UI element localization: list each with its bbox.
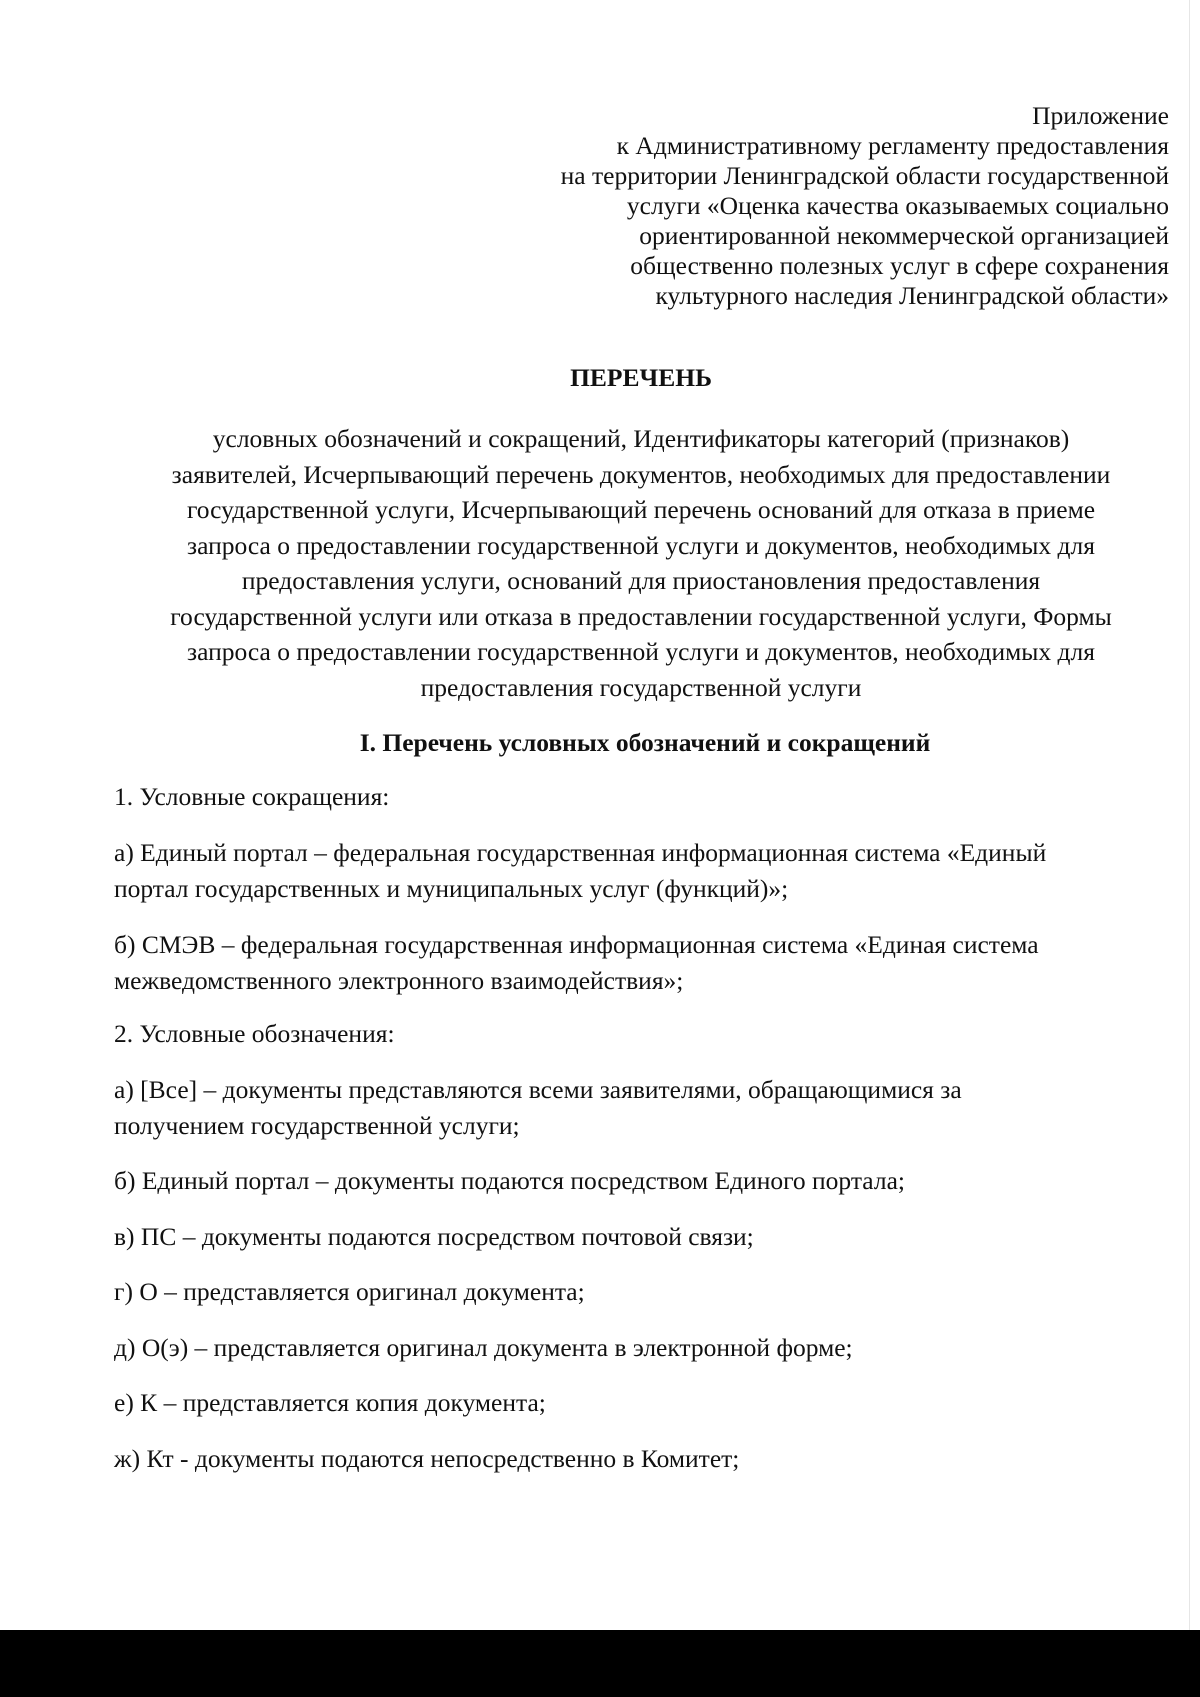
subtitle-line: предоставления государственной услуги bbox=[420, 672, 862, 702]
paragraph-line: е) К – представляется копия документа; bbox=[114, 1388, 546, 1417]
paragraph-line: г) О – представляется оригинал документа; bbox=[114, 1277, 585, 1306]
paragraph-line: ж) Кт - документы подаются непосредственно в Комитет; bbox=[114, 1444, 740, 1473]
notation-item bbox=[114, 1072, 1174, 1144]
paragraph-line: получением государственной услуги; bbox=[114, 1111, 520, 1140]
paragraph-line: 1. Условные сокращения: bbox=[114, 782, 390, 811]
subtitle-line: государственной услуги, Исчерпывающий перечень оснований для отказа в приеме bbox=[186, 495, 1096, 524]
scan-edge bbox=[1189, 0, 1200, 1630]
document-subtitle bbox=[104, 421, 1178, 705]
paragraph-line: б) Единый портал – документы подаются посредством Единого портала; bbox=[114, 1166, 905, 1195]
notation-item bbox=[114, 1219, 1174, 1255]
paragraph-line: портал государственных и муниципальных услуг (функций)»; bbox=[114, 874, 789, 903]
notation-item bbox=[114, 1274, 1174, 1310]
notation-item bbox=[114, 1441, 1174, 1477]
subtitle-line: предоставления услуги, оснований для приостановления предоставления bbox=[241, 566, 1041, 595]
notation-item bbox=[114, 1330, 1174, 1366]
abbreviations-heading bbox=[114, 779, 1174, 815]
section-heading: I. Перечень условных обозначений и сокращений bbox=[359, 728, 931, 757]
subtitle-line: государственной услуги или отказа в предоставлении государственной услуги, Формы bbox=[170, 601, 1112, 631]
subtitle-line: заявителей, Исчерпывающий перечень документов, необходимых для предоставлении bbox=[171, 459, 1111, 489]
appendix-line: Приложение bbox=[1032, 101, 1169, 130]
appendix-line: ориентированной некоммерческой организацией bbox=[639, 221, 1169, 250]
appendix-header bbox=[561, 101, 1169, 311]
document-title: ПЕРЕЧЕНЬ bbox=[570, 363, 712, 392]
paragraph-line: д) О(э) – представляется оригинал документа в электронной форме; bbox=[114, 1333, 853, 1362]
paragraph-line: 2. Условные обозначения: bbox=[114, 1019, 395, 1048]
scan-border bbox=[0, 1630, 1200, 1697]
subtitle-line: запроса о предоставлении государственной услуги и документов, необходимых для bbox=[187, 530, 1095, 560]
subtitle-line: запроса о предоставлении государственной услуги и документов, необходимых для bbox=[187, 637, 1095, 666]
notations-heading bbox=[114, 1016, 1174, 1052]
appendix-line: культурного наследия Ленинградской области» bbox=[655, 281, 1169, 310]
paragraph-line: межведомственного электронного взаимодействия»; bbox=[114, 966, 684, 995]
abbreviation-item bbox=[114, 927, 1174, 999]
paragraph-line: в) ПС – документы подаются посредством почтовой связи; bbox=[114, 1222, 754, 1251]
appendix-line: общественно полезных услуг в сфере сохранения bbox=[630, 251, 1169, 280]
appendix-line: услуги «Оценка качества оказываемых социально bbox=[626, 191, 1169, 220]
abbreviation-item bbox=[114, 835, 1174, 907]
paragraph-line: а) Единый портал – федеральная государственная информационная система «Единый bbox=[114, 838, 1047, 867]
appendix-line: к Административному регламенту предоставления bbox=[616, 131, 1169, 160]
subtitle-line: условных обозначений и сокращений, Идентификаторы категорий (признаков) bbox=[212, 424, 1070, 453]
paragraph-line: а) [Все] – документы представляются всеми заявителями, обращающимися за bbox=[114, 1075, 962, 1104]
notation-item bbox=[114, 1163, 1174, 1199]
notation-item bbox=[114, 1385, 1174, 1421]
appendix-line: на территории Ленинградской области государственной bbox=[560, 161, 1169, 190]
paragraph-line: б) СМЭВ – федеральная государственная информационная система «Единая система bbox=[114, 930, 1039, 959]
